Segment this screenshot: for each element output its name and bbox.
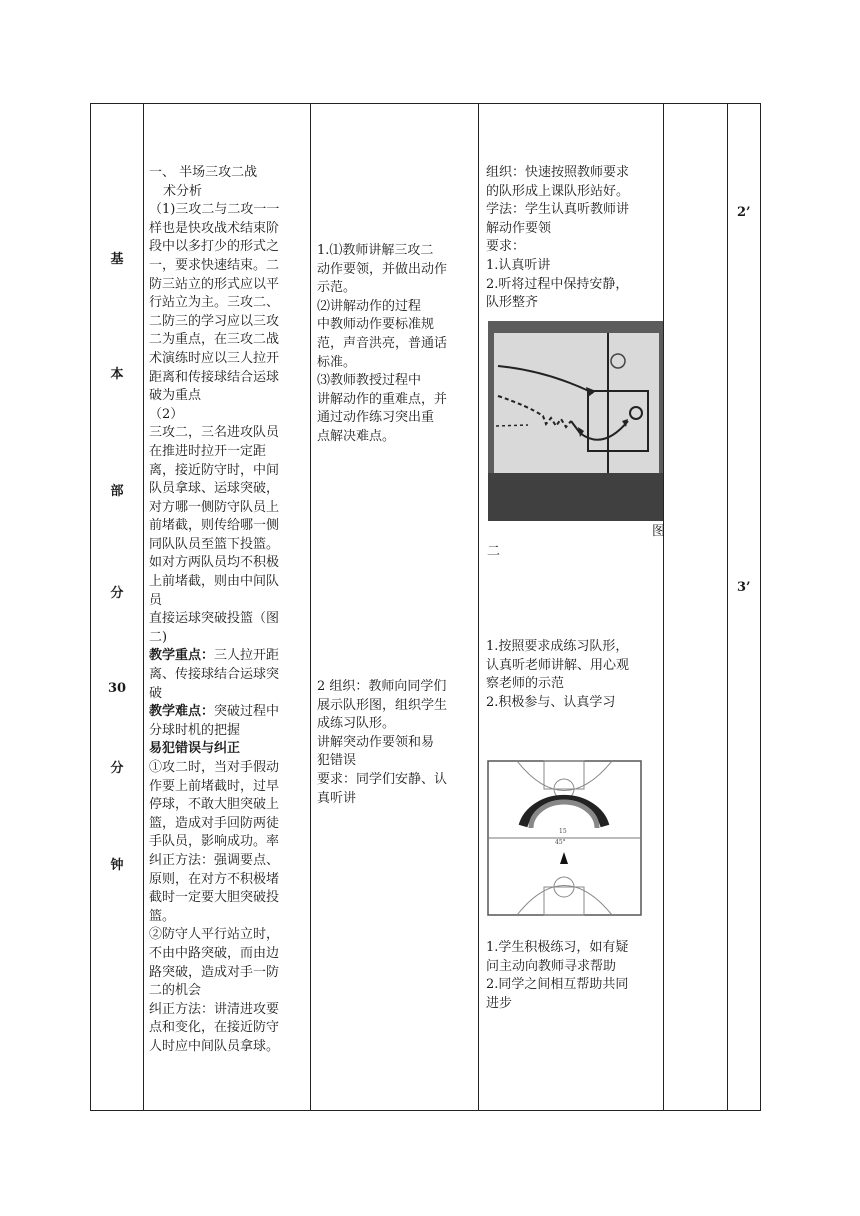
text-line: ⑶教师教授过程中 <box>317 373 422 389</box>
text-line: 真听讲 <box>317 790 357 806</box>
text-line: 篮。 <box>149 908 176 924</box>
text-line: 队员拿球、运球突破， <box>149 481 280 497</box>
text-line: 展示队形图，组织学生 <box>317 697 448 713</box>
text-line: 示范。 <box>317 280 357 296</box>
time-value: 3’ <box>737 580 751 595</box>
section-heading-cont: 术分析 <box>163 183 203 199</box>
text-line: 离，接近防守时，中间 <box>149 462 280 478</box>
text-line: 队形整齐 <box>486 295 539 311</box>
text-line: 2.听将过程中保持安静， <box>486 276 629 292</box>
difficulty-label: 教学难点： <box>149 704 215 720</box>
text-line: 术演练时应以三人拉开 <box>149 350 280 366</box>
text-line: 篮，造成对手回防两徒 <box>149 815 280 831</box>
text-line: 防三站立的形式应以平 <box>149 276 280 292</box>
text-line: 问主动向教师寻求帮助 <box>486 958 617 974</box>
text-line: 学法：学生认真听教师讲 <box>486 202 630 218</box>
text-line: ②防守人平行站立时， <box>149 927 280 943</box>
text-line: 通过动作练习突出重 <box>317 410 435 426</box>
text-line: 一，要求快速结束。二 <box>149 257 280 273</box>
student-column-3 <box>486 939 662 1013</box>
text-line: 中教师动作要标准规 <box>317 317 435 333</box>
text-line: 不由中路突破，而由边 <box>149 945 280 961</box>
text-line: 如对方两队员均不积极 <box>149 555 280 571</box>
text-line: 讲解动作的重难点，并 <box>317 391 448 407</box>
text-line: 1.⑴教师讲解三攻二 <box>317 243 434 258</box>
difficulty-point <box>149 703 309 722</box>
errors-heading: 易犯错误与纠正 <box>149 741 241 757</box>
student-column <box>486 164 662 313</box>
text-line: 段中以多打少的形式之 <box>149 239 280 255</box>
col-divider <box>143 104 144 1110</box>
text-line: 成练习队形。 <box>317 716 396 732</box>
text-line: 1.按照要求成练习队形， <box>486 639 629 654</box>
text-line: 的队形成上课队形站好。 <box>486 183 630 199</box>
text-line: 动作要领，并做出动作 <box>317 261 448 277</box>
text-line: 范，声音洪亮，普通话 <box>317 335 448 351</box>
difficulty-text: 突破过程中 <box>214 704 280 720</box>
text-line: 认真听老师讲解、用心观 <box>486 657 630 673</box>
text-line: 行站立为主。三攻二、 <box>149 295 280 311</box>
text-line: 纠正方法：强调要点、 <box>149 852 280 868</box>
text-line: 对方哪一侧防守队员上 <box>149 499 280 515</box>
text-line: 作要上前堵截时，过早 <box>149 778 280 794</box>
text-line: 员 <box>149 592 163 608</box>
side-label-char: 部 <box>110 484 124 499</box>
lesson-table <box>90 103 761 1111</box>
court-diagram <box>487 760 642 916</box>
text-line: 手队员，影响成功。率 <box>149 834 280 850</box>
text-line: 讲解突动作要领和易 <box>317 734 435 750</box>
text-line: 1.认真听讲 <box>486 257 551 273</box>
text-line: 点解决难点。 <box>317 428 396 444</box>
text-line: 样也是快攻战术结束阶 <box>149 220 280 236</box>
text-line: ①攻二时，当对手假动 <box>149 760 280 775</box>
tactic-diagram <box>488 321 663 521</box>
student-column-2 <box>486 638 662 712</box>
key-point-label: 教学重点： <box>149 648 215 664</box>
text-line: 同队队员至篮下投篮。 <box>149 536 280 552</box>
text-line: 三攻二，三名进攻队员 <box>149 425 280 441</box>
teacher-column-2 <box>317 678 475 808</box>
text-line: 标准。 <box>317 354 357 370</box>
tactic-diagram-photo <box>488 321 663 521</box>
side-label-char: 本 <box>110 367 124 382</box>
text-line: 原则，在对方不积极堵 <box>149 871 280 887</box>
text-line: 二) <box>149 629 168 645</box>
time-value: 2’ <box>737 205 751 220</box>
text-line: 进步 <box>486 995 513 1011</box>
text-line: 2.同学之间相互帮助共同 <box>486 977 629 993</box>
svg-text:45°: 45° <box>555 839 566 846</box>
text-line: 截时一定要大胆突破投 <box>149 890 280 906</box>
text-line: 要求：同学们安静、认 <box>317 771 448 787</box>
side-label-char: 基 <box>110 252 124 267</box>
text-line: 2.积极参与、认真学习 <box>486 694 616 710</box>
text-line: 要求： <box>486 239 526 255</box>
text-line: 二为重点，在三攻二战 <box>149 332 280 348</box>
text-line: 组织：快速按照教师要求 <box>486 165 630 180</box>
col-divider <box>727 104 728 1110</box>
key-point-text: 三人拉开距 <box>214 648 280 664</box>
key-point <box>149 647 309 666</box>
text-line: 1.学生积极练习，如有疑 <box>486 940 629 955</box>
section-heading: 一、 半场三攻二战 <box>149 165 258 180</box>
text-line: 上前堵截，则由中间队 <box>149 574 280 590</box>
text-line: ⑵讲解动作的过程 <box>317 298 422 314</box>
text-line: 距离和传接球结合运球 <box>149 369 280 385</box>
text-line: （2） <box>149 406 184 422</box>
text-line: 停球，不敢大胆突破上 <box>149 797 280 813</box>
text-line: 人时应中间队员拿球。 <box>149 1038 280 1054</box>
side-label-char: 30 <box>107 681 127 696</box>
text-line: 纠正方法：讲清进攻要 <box>149 1001 280 1017</box>
text-line: 察老师的示范 <box>486 676 565 692</box>
text-line: 二的机会 <box>149 983 202 999</box>
text-line: 在推进时拉开一定距 <box>149 443 267 459</box>
text-line: 直接运球突破投篮（图 <box>149 611 280 627</box>
side-label-char: 钟 <box>110 858 124 873</box>
side-label-char: 分 <box>110 586 124 601</box>
figure-caption-cont: 二 <box>487 544 501 559</box>
content-column <box>149 164 309 1109</box>
text-line: 解动作要领 <box>486 220 552 236</box>
text-line: 点和变化，在接近防守 <box>149 1020 280 1036</box>
side-label-char: 分 <box>110 761 124 776</box>
text-line: 分球时机的把握 <box>149 722 241 738</box>
svg-text:15: 15 <box>559 828 567 835</box>
text-line: 2 组织：教师向同学们 <box>317 679 447 694</box>
text-line: 破为重点 <box>149 388 202 404</box>
col-divider <box>310 104 311 1110</box>
text-line: 二防三的学习应以三攻 <box>149 313 280 329</box>
teacher-column <box>317 242 475 447</box>
text-line: （1)三攻二与二攻一一 <box>149 202 280 218</box>
text-line: 犯错误 <box>317 753 357 769</box>
court-formation-diagram <box>487 760 642 916</box>
text-line: 破 <box>149 685 163 701</box>
text-line: 路突破，造成对手一防 <box>149 964 280 980</box>
text-line: 前堵截，则传给哪一侧 <box>149 518 280 534</box>
col-divider <box>478 104 479 1110</box>
figure-caption: 图 <box>652 524 666 539</box>
col-divider <box>663 104 664 1110</box>
text-line: 离、传接球结合运球突 <box>149 667 280 683</box>
